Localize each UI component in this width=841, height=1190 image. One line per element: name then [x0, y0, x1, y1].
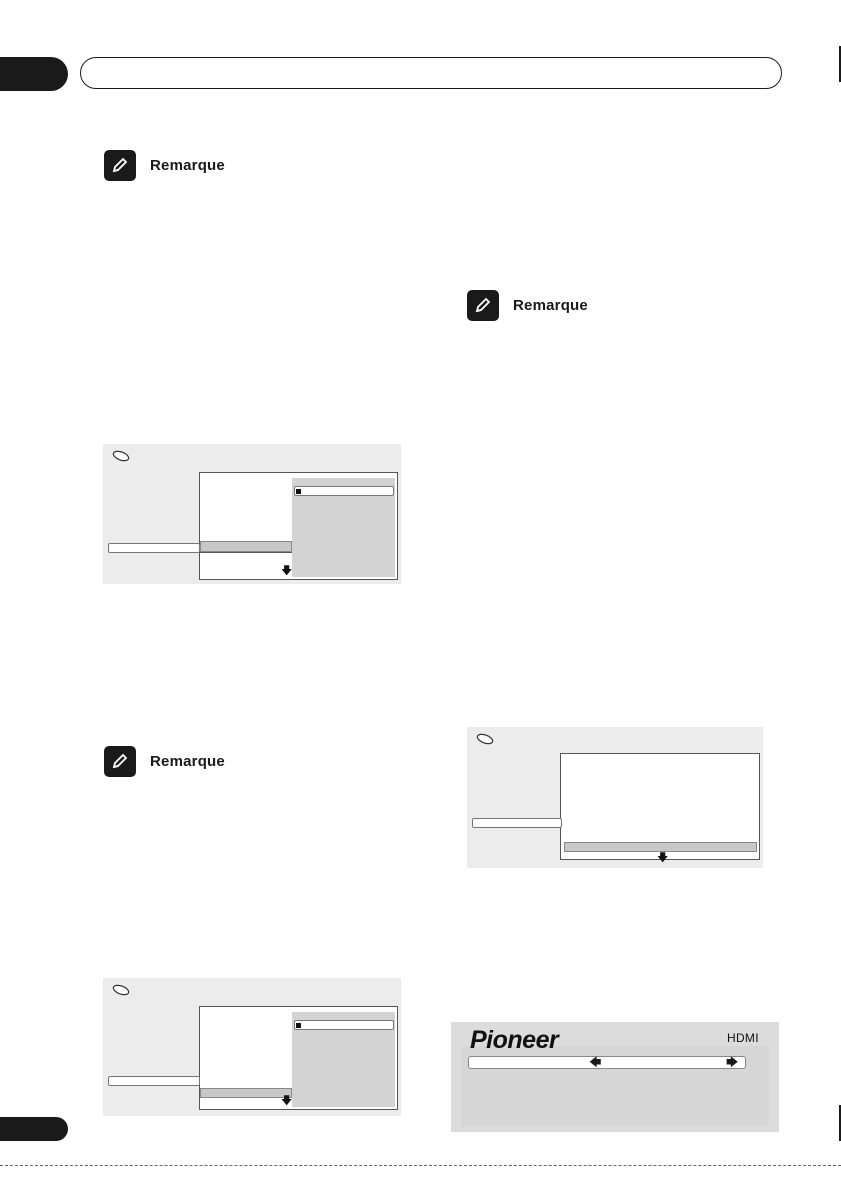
note-label: Remarque: [150, 753, 225, 770]
osd-setup-screen-2: [103, 978, 401, 1116]
disc-icon: [475, 733, 495, 745]
bullet-square-icon: [296, 489, 301, 494]
highlighted-setting[interactable]: [564, 842, 757, 852]
note-heading-2: [467, 290, 588, 321]
crop-mark: [839, 1105, 841, 1141]
hdmi-option-row[interactable]: [468, 1056, 746, 1069]
hdmi-label: HDMI: [727, 1031, 759, 1045]
osd-setup-screen-1: [103, 444, 401, 584]
osd-setup-screen-3: [467, 727, 763, 868]
arrow-down-icon: 🡇: [281, 1095, 293, 1107]
pencil-icon: [104, 746, 136, 777]
arrow-down-icon: 🡇: [657, 852, 669, 864]
divider: [199, 552, 292, 553]
page-footer-tab: [0, 1117, 68, 1141]
selected-option[interactable]: [294, 1020, 394, 1030]
arrow-left-icon[interactable]: 🡄: [589, 1055, 602, 1069]
pioneer-logo: Pioneer: [470, 1026, 559, 1054]
bullet-square-icon: [296, 1023, 301, 1028]
highlighted-setting[interactable]: [200, 541, 292, 552]
pencil-icon: [467, 290, 499, 321]
chapter-title-bar: [80, 57, 782, 89]
trim-line: [0, 1165, 841, 1167]
disc-icon: [111, 984, 131, 996]
category-item[interactable]: [108, 543, 200, 553]
category-item[interactable]: [108, 1076, 200, 1086]
note-label: Remarque: [513, 297, 588, 314]
disc-icon: [111, 450, 131, 462]
crop-mark: [839, 46, 841, 82]
pencil-icon: [104, 150, 136, 181]
arrow-down-icon: 🡇: [281, 565, 293, 577]
note-heading-1: [104, 150, 225, 181]
arrow-right-icon[interactable]: 🡆: [726, 1055, 739, 1069]
highlighted-setting[interactable]: [200, 1088, 292, 1098]
note-heading-3: [104, 746, 225, 777]
selected-option[interactable]: [294, 486, 394, 496]
page-number-tab: [0, 57, 68, 91]
note-label: Remarque: [150, 157, 225, 174]
category-item[interactable]: [472, 818, 562, 828]
